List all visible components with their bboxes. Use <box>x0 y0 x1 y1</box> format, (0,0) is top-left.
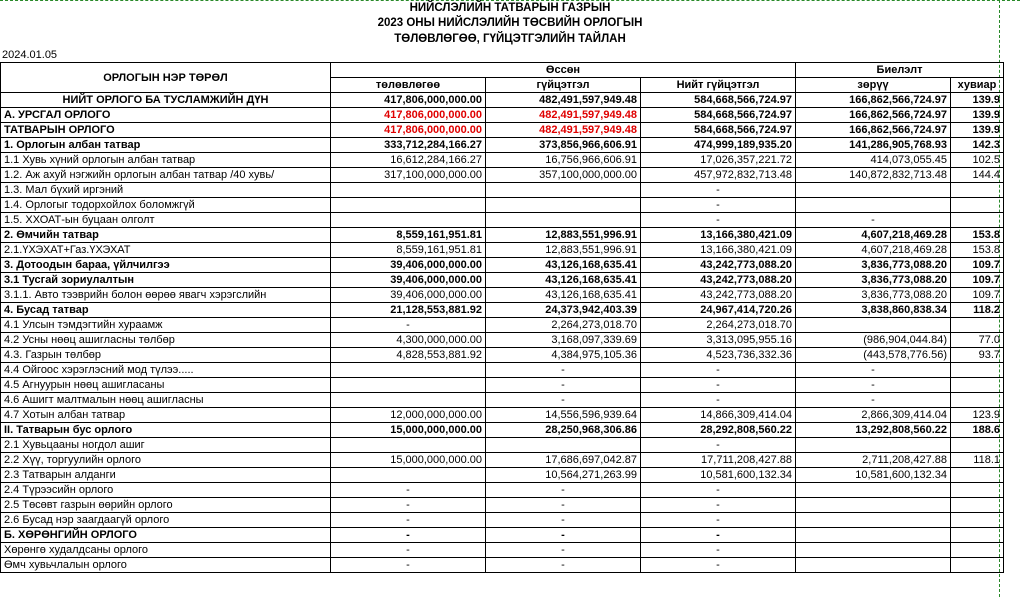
cell-total: 584,668,566,724.97 <box>641 123 796 138</box>
report-table-body <box>1 93 1004 573</box>
cell-actual: - <box>486 378 641 393</box>
cell-pct: 153.8 <box>951 243 1004 258</box>
cell-pct: 123.9 <box>951 408 1004 423</box>
table-row <box>1 513 1004 528</box>
cell-pct <box>951 198 1004 213</box>
table-row <box>1 183 1004 198</box>
table-row <box>1 453 1004 468</box>
table-row <box>1 198 1004 213</box>
table-row <box>1 228 1004 243</box>
cell-name: 1.5. ХХОАТ-ын буцаан олголт <box>1 213 331 228</box>
cell-name: 2.2 Хүү, торгуулийн орлого <box>1 453 331 468</box>
cell-total: 4,523,736,332.36 <box>641 348 796 363</box>
cell-diff: 166,862,566,724.97 <box>796 123 951 138</box>
cell-total: 14,866,309,414.04 <box>641 408 796 423</box>
cell-diff <box>796 438 951 453</box>
cell-pct <box>951 183 1004 198</box>
cell-total: 43,242,773,088.20 <box>641 258 796 273</box>
table-row <box>1 123 1004 138</box>
cell-total: - <box>641 543 796 558</box>
cell-pct <box>951 513 1004 528</box>
cell-total: - <box>641 378 796 393</box>
col-group-fulfillment: Биелэлт <box>796 63 1004 78</box>
cell-name: 3.1.1. Авто тээврийн болон өөрөө явагч хэрэгслийн <box>1 288 331 303</box>
cell-plan: - <box>331 558 486 573</box>
cell-pct <box>951 558 1004 573</box>
cell-actual: - <box>486 483 641 498</box>
cell-pct: 139.9 <box>951 93 1004 108</box>
table-row <box>1 168 1004 183</box>
cell-diff: 3,838,860,838.34 <box>796 303 951 318</box>
cell-pct: 153.8 <box>951 228 1004 243</box>
table-row <box>1 363 1004 378</box>
cell-pct: 109.7 <box>951 273 1004 288</box>
cell-pct: 139.9 <box>951 108 1004 123</box>
cell-actual: 14,556,596,939.64 <box>486 408 641 423</box>
cell-actual: 2,264,273,018.70 <box>486 318 641 333</box>
cell-plan <box>331 183 486 198</box>
cell-plan: 39,406,000,000.00 <box>331 258 486 273</box>
cell-pct <box>951 378 1004 393</box>
cell-pct <box>951 213 1004 228</box>
cell-plan: 8,559,161,951.81 <box>331 228 486 243</box>
col-header-pct: хувиар <box>951 78 1004 93</box>
cell-diff: 414,073,055.45 <box>796 153 951 168</box>
cell-name: 4.6 Ашигт малтмалын нөөц ашигласны <box>1 393 331 408</box>
cell-name: 4.4 Ойгоос хэрэглэсний мод түлээ..... <box>1 363 331 378</box>
cell-actual: 43,126,168,635.41 <box>486 288 641 303</box>
cell-plan: - <box>331 513 486 528</box>
cell-name: 2.1 Хувьцааны ногдол ашиг <box>1 438 331 453</box>
cell-diff: 10,581,600,132.34 <box>796 468 951 483</box>
cell-plan: - <box>331 543 486 558</box>
cell-total: 43,242,773,088.20 <box>641 273 796 288</box>
cell-actual: 17,686,697,042.87 <box>486 453 641 468</box>
cell-diff <box>796 558 951 573</box>
cell-actual: 357,100,000,000.00 <box>486 168 641 183</box>
cell-total: - <box>641 363 796 378</box>
col-group-increased: Өссөн <box>331 63 796 78</box>
cell-actual <box>486 183 641 198</box>
cell-actual <box>486 438 641 453</box>
cell-plan <box>331 213 486 228</box>
table-row <box>1 213 1004 228</box>
cell-actual: - <box>486 528 641 543</box>
cell-plan: 39,406,000,000.00 <box>331 288 486 303</box>
report-org-title: НИЙСЛЭЛИЙН ТАТВАРЫН ГАЗРЫН <box>409 2 611 14</box>
cell-diff: (986,904,044.84) <box>796 333 951 348</box>
cell-pct <box>951 543 1004 558</box>
cell-plan: 4,828,553,881.92 <box>331 348 486 363</box>
cell-diff: 3,836,773,088.20 <box>796 258 951 273</box>
cell-plan: - <box>331 483 486 498</box>
cell-diff <box>796 528 951 543</box>
table-row <box>1 408 1004 423</box>
col-header-name: ОРЛОГЫН НЭР ТӨРӨЛ <box>1 63 331 93</box>
cell-pct: 188.6 <box>951 423 1004 438</box>
cell-actual: - <box>486 558 641 573</box>
cell-total: 3,313,095,955.16 <box>641 333 796 348</box>
cell-pct: 118.1 <box>951 453 1004 468</box>
cell-diff: - <box>796 213 951 228</box>
table-row <box>1 393 1004 408</box>
table-row <box>1 438 1004 453</box>
cell-diff: 2,711,208,427.88 <box>796 453 951 468</box>
table-row <box>1 318 1004 333</box>
cell-name: 4.7 Хотын албан татвар <box>1 408 331 423</box>
cell-diff <box>796 318 951 333</box>
cell-name: 2.4 Түрээсийн орлого <box>1 483 331 498</box>
cell-name: А. УРСГАЛ ОРЛОГО <box>1 108 331 123</box>
cell-name: 1.3. Мал бүхий иргэний <box>1 183 331 198</box>
cell-diff <box>796 513 951 528</box>
cell-name: 2.6 Бусад нэр заагдаагүй орлого <box>1 513 331 528</box>
cell-diff <box>796 198 951 213</box>
table-row <box>1 498 1004 513</box>
table-row <box>1 273 1004 288</box>
cell-name: II. Татварын бус орлого <box>1 423 331 438</box>
report-subtitle: ТӨЛӨВЛӨГӨӨ, ГҮЙЦЭТГЭЛИЙН ТАЙЛАН <box>394 33 626 45</box>
cell-total: 457,972,832,713.48 <box>641 168 796 183</box>
cell-pct <box>951 468 1004 483</box>
cell-actual: - <box>486 543 641 558</box>
cell-actual: 4,384,975,105.36 <box>486 348 641 363</box>
cell-diff: 140,872,832,713.48 <box>796 168 951 183</box>
cell-plan: 16,612,284,166.27 <box>331 153 486 168</box>
report-year-title: 2023 ОНЫ НИЙСЛЭЛИЙН ТӨСВИЙН ОРЛОГЫН <box>377 17 643 29</box>
cell-name: Өмч хувьчлалын орлого <box>1 558 331 573</box>
cell-plan: 417,806,000,000.00 <box>331 123 486 138</box>
cell-name: 4.3. Газрын төлбөр <box>1 348 331 363</box>
cell-actual: 12,883,551,996.91 <box>486 228 641 243</box>
cell-name: 1.2. Аж ахуй нэгжийн орлогын албан татвар /40 хувь/ <box>1 168 331 183</box>
cell-total: 28,292,808,560.22 <box>641 423 796 438</box>
cell-plan: 15,000,000,000.00 <box>331 453 486 468</box>
col-header-diff: зөрүү <box>796 78 951 93</box>
cell-total: 584,668,566,724.97 <box>641 93 796 108</box>
cell-name: 1.4. Орлогыг тодорхойлох боломжгүй <box>1 198 331 213</box>
cell-name: 4. Бусад татвар <box>1 303 331 318</box>
cell-diff <box>796 483 951 498</box>
cell-actual: 24,373,942,403.39 <box>486 303 641 318</box>
cell-name: Б. ХӨРӨНГИЙН ОРЛОГО <box>1 528 331 543</box>
cell-diff: 4,607,218,469.28 <box>796 243 951 258</box>
cell-total: 24,967,414,720.26 <box>641 303 796 318</box>
cell-total: 13,166,380,421.09 <box>641 243 796 258</box>
cell-name: 4.5 Агнуурын нөөц ашигласаны <box>1 378 331 393</box>
table-row <box>1 153 1004 168</box>
cell-total: 17,026,357,221.72 <box>641 153 796 168</box>
report-date: 2024.01.05 <box>2 49 58 61</box>
cell-total: 474,999,189,935.20 <box>641 138 796 153</box>
cell-diff: 141,286,905,768.93 <box>796 138 951 153</box>
cell-total: 13,166,380,421.09 <box>641 228 796 243</box>
cell-diff: 166,862,566,724.97 <box>796 108 951 123</box>
cell-pct <box>951 528 1004 543</box>
cell-actual: 16,756,966,606.91 <box>486 153 641 168</box>
table-row <box>1 303 1004 318</box>
cell-name: 1. Орлогын албан татвар <box>1 138 331 153</box>
cell-pct <box>951 498 1004 513</box>
cell-actual <box>486 213 641 228</box>
cell-pct: 142.3 <box>951 138 1004 153</box>
cell-name: 2.3 Татварын алданги <box>1 468 331 483</box>
cell-plan: - <box>331 318 486 333</box>
cell-pct: 118.2 <box>951 303 1004 318</box>
cell-pct <box>951 318 1004 333</box>
cell-actual: 482,491,597,949.48 <box>486 123 641 138</box>
cell-pct: 144.4 <box>951 168 1004 183</box>
cell-plan: 8,559,161,951.81 <box>331 243 486 258</box>
table-row <box>1 528 1004 543</box>
cell-plan: 417,806,000,000.00 <box>331 108 486 123</box>
cell-diff: 3,836,773,088.20 <box>796 273 951 288</box>
cell-actual: - <box>486 498 641 513</box>
cell-actual: 482,491,597,949.48 <box>486 108 641 123</box>
cell-plan: 21,128,553,881.92 <box>331 303 486 318</box>
report-table-wrapper <box>0 62 1004 573</box>
cell-actual: 43,126,168,635.41 <box>486 258 641 273</box>
cell-diff: 13,292,808,560.22 <box>796 423 951 438</box>
cell-pct: 139.9 <box>951 123 1004 138</box>
cell-name: 3. Дотоодын бараа, үйлчилгээ <box>1 258 331 273</box>
cell-name: Хөрөнгө худалдсаны орлого <box>1 543 331 558</box>
table-row <box>1 243 1004 258</box>
table-row <box>1 423 1004 438</box>
cell-plan <box>331 198 486 213</box>
cell-name: 2.1.ҮХЭХАТ+Газ.ҮХЭХАТ <box>1 243 331 258</box>
table-row <box>1 348 1004 363</box>
table-row <box>1 378 1004 393</box>
cell-pct: 109.7 <box>951 258 1004 273</box>
cell-diff: - <box>796 393 951 408</box>
cell-plan: 39,406,000,000.00 <box>331 273 486 288</box>
cell-diff: 3,836,773,088.20 <box>796 288 951 303</box>
cell-actual: - <box>486 393 641 408</box>
cell-diff: 4,607,218,469.28 <box>796 228 951 243</box>
cell-actual: 10,564,271,263.99 <box>486 468 641 483</box>
cell-name: 3.1 Тусгай зориулалтын <box>1 273 331 288</box>
cell-total: 43,242,773,088.20 <box>641 288 796 303</box>
cell-diff <box>796 498 951 513</box>
cell-plan: 317,100,000,000.00 <box>331 168 486 183</box>
table-row <box>1 468 1004 483</box>
cell-diff: 2,866,309,414.04 <box>796 408 951 423</box>
cell-pct: 102.5 <box>951 153 1004 168</box>
cell-pct <box>951 483 1004 498</box>
table-row <box>1 258 1004 273</box>
cell-pct <box>951 363 1004 378</box>
cell-actual <box>486 198 641 213</box>
cell-total: - <box>641 498 796 513</box>
cell-diff: - <box>796 363 951 378</box>
cell-actual: 43,126,168,635.41 <box>486 273 641 288</box>
cell-total: - <box>641 198 796 213</box>
cell-name: 1.1 Хувь хүний орлогын албан татвар <box>1 153 331 168</box>
cell-diff <box>796 543 951 558</box>
cell-pct: 93.7 <box>951 348 1004 363</box>
cell-actual: 373,856,966,606.91 <box>486 138 641 153</box>
table-row <box>1 138 1004 153</box>
cell-name: 4.2 Усны нөөц ашигласны төлбөр <box>1 333 331 348</box>
cell-diff: (443,578,776.56) <box>796 348 951 363</box>
cell-diff <box>796 183 951 198</box>
cell-actual: 3,168,097,339.69 <box>486 333 641 348</box>
cell-actual: 28,250,968,306.86 <box>486 423 641 438</box>
cell-total: - <box>641 513 796 528</box>
cell-actual: 12,883,551,996.91 <box>486 243 641 258</box>
cell-name: НИЙТ ОРЛОГО БА ТУСЛАМЖИЙН ДҮН <box>1 93 331 108</box>
cell-pct: 77.0 <box>951 333 1004 348</box>
cell-plan <box>331 378 486 393</box>
table-row <box>1 558 1004 573</box>
cell-plan: 15,000,000,000.00 <box>331 423 486 438</box>
col-header-actual: гүйцэтгэл <box>486 78 641 93</box>
cell-pct <box>951 393 1004 408</box>
col-header-plan: төлөвлөгөө <box>331 78 486 93</box>
cell-plan: 417,806,000,000.00 <box>331 93 486 108</box>
cell-plan <box>331 393 486 408</box>
cell-actual: - <box>486 363 641 378</box>
cell-plan: 12,000,000,000.00 <box>331 408 486 423</box>
table-row <box>1 93 1004 108</box>
cell-plan <box>331 468 486 483</box>
cell-name: 4.1 Улсын тэмдэгтийн хураамж <box>1 318 331 333</box>
cell-plan: - <box>331 498 486 513</box>
cell-plan <box>331 363 486 378</box>
report-table <box>0 62 1004 573</box>
cell-diff: 166,862,566,724.97 <box>796 93 951 108</box>
cell-total: - <box>641 528 796 543</box>
cell-total: - <box>641 483 796 498</box>
table-row <box>1 288 1004 303</box>
cell-actual: - <box>486 513 641 528</box>
cell-total: - <box>641 438 796 453</box>
cell-name: ТАТВАРЫН ОРЛОГО <box>1 123 331 138</box>
cell-total: - <box>641 183 796 198</box>
table-row <box>1 543 1004 558</box>
cell-plan: 333,712,284,166.27 <box>331 138 486 153</box>
cell-total: 2,264,273,018.70 <box>641 318 796 333</box>
cell-name: 2.5 Төсөвт газрын өөрийн орлого <box>1 498 331 513</box>
cell-total: 10,581,600,132.34 <box>641 468 796 483</box>
cell-actual: 482,491,597,949.48 <box>486 93 641 108</box>
cell-total: 17,711,208,427.88 <box>641 453 796 468</box>
col-header-total: Нийт гүйцэтгэл <box>641 78 796 93</box>
cell-total: - <box>641 393 796 408</box>
cell-total: - <box>641 558 796 573</box>
cell-total: - <box>641 213 796 228</box>
cell-plan: 4,300,000,000.00 <box>331 333 486 348</box>
cell-pct <box>951 438 1004 453</box>
table-row <box>1 108 1004 123</box>
cell-plan <box>331 438 486 453</box>
cell-pct: 109.7 <box>951 288 1004 303</box>
cell-name: 2. Өмчийн татвар <box>1 228 331 243</box>
table-row <box>1 483 1004 498</box>
cell-diff: - <box>796 378 951 393</box>
table-row <box>1 333 1004 348</box>
cell-total: 584,668,566,724.97 <box>641 108 796 123</box>
cell-plan: - <box>331 528 486 543</box>
